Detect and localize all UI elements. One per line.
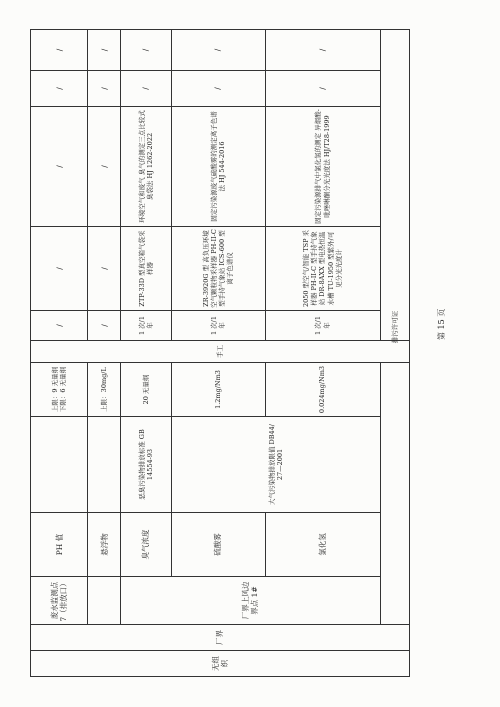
method: 固定污染源废气硫酸雾的测定离子色谱法 HJ 544-2016 <box>171 107 265 227</box>
extra-1: / <box>171 71 265 107</box>
equipment: 2050 型空气/智能 TSP 采样器 PH-II-C 型手持气象站 DR-8AXX 型电热恒温水槽 TU-1950 型紫外/可见分光光度计 <box>265 227 380 311</box>
factor: 氯化氢 <box>265 513 380 577</box>
limit: 1.2mg/Nm3 <box>171 363 265 417</box>
equipment: ZTP-33D 型真空箱气袋采样器 <box>121 227 172 311</box>
permit-row <box>380 30 409 677</box>
factor-header: PH 值 <box>31 513 88 577</box>
freq-header: / <box>31 311 88 341</box>
method-ss: / <box>88 107 121 227</box>
header-row <box>31 30 88 677</box>
limit: 0.024mg/Nm3 <box>265 363 380 417</box>
equip-ss: / <box>88 227 121 311</box>
permit-label: 排污许可证 <box>380 30 409 625</box>
extra-1: / <box>265 71 380 107</box>
method-header: / <box>31 107 88 227</box>
extra-ss-1: / <box>88 71 121 107</box>
extra-2: / <box>171 30 265 71</box>
monitoring-table <box>30 29 410 677</box>
standard-ss <box>88 417 121 513</box>
equipment: ZR-3920G 型 高负压环境空气颗粒物采样器 PH-II-C 型手持气象站 ICS-600 型离子色谱仪 <box>171 227 265 311</box>
freq-ss: / <box>88 311 121 341</box>
point-empty <box>88 577 121 625</box>
method: 环境空气和废气 臭气的测定三点比较式臭袋法 HJ 1262-2022 <box>121 107 172 227</box>
method: 固定污染源排气中氯化氢的测定 异烟酸-吡唑啉酮分光光度法 HJ/T28-1999 <box>265 107 380 227</box>
factor: 臭气浓度 <box>121 513 172 577</box>
standard: 大气污染物排放限值 DB44/ 27—2001 <box>171 417 380 513</box>
extra-2: / <box>265 30 380 71</box>
extra-header-1: / <box>31 71 88 107</box>
freq: 1 次/1 年 <box>265 311 380 341</box>
extra-2: / <box>121 30 172 71</box>
page-number: 第 15 页 <box>437 308 446 340</box>
standard: 恶臭污染物排放标准 GB 14554-93 <box>121 417 172 513</box>
limit: 20 无量纲 <box>121 363 172 417</box>
rotated-table-container <box>30 30 410 677</box>
extra-ss-2: / <box>88 30 121 71</box>
limit-header: 上限：9 无量纲 下限：6 无量纲 <box>31 363 88 417</box>
factor-ss: 悬浮物 <box>88 513 121 577</box>
manual-cell: 手工 <box>31 341 410 363</box>
area-cell: 厂界 <box>31 625 410 651</box>
upwind-point: 厂界上风边界点 1# <box>121 577 381 625</box>
extra-header-2: / <box>31 30 88 71</box>
standard-header <box>31 417 88 513</box>
extra-1: / <box>121 71 172 107</box>
equip-header: / <box>31 227 88 311</box>
org-cell: 无组织 <box>31 651 410 677</box>
point-header: 废水监测点 7（排放口） <box>31 577 88 625</box>
freq: 1 次/1 年 <box>121 311 172 341</box>
limit-ss: 上限：30mg/L <box>88 363 121 417</box>
freq: 1 次/1 年 <box>171 311 265 341</box>
factor: 硫酸雾 <box>171 513 265 577</box>
